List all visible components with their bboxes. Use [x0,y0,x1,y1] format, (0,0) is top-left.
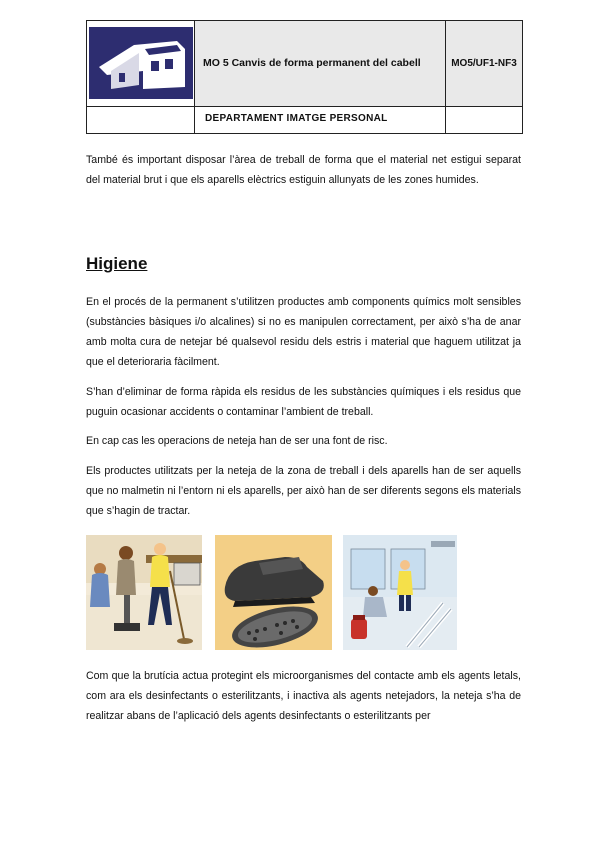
module-title: MO 5 Canvis de forma permanent del cabell [195,21,446,107]
logo-cell [87,21,195,107]
paragraph-2: S’han d’eliminar de forma ràpida els residus de les substàncies químiques i els residus que puguin ocasionar accidents o contaminar l’ambient de treball. [86,386,521,418]
header-table [86,20,523,134]
paragraph-1: En el procés de la permanent s’utilitzen productes amb components químics molt sensibles (substàncies bàsiques i/o alcalines) si no es manipulen correctament, per això s’ha de anar amb molta cura de netejar bé qualsevol residu dels estris i material que haguem utilitzat ja que el deterioraria fàcilment. [86,296,521,368]
department-label: DEPARTAMENT IMATGE PERSONAL [195,106,446,133]
intro-paragraph: També és important disposar l’àrea de treball de forma que el material net estigui separat del material brut i que els aparells elèctrics estiguin allunyats de les zones humides. [86,154,521,186]
empty-cell-left [87,106,195,133]
section-heading: Higiene [86,254,148,273]
safety-shoe-illustration [215,535,332,650]
floor-cleaning-illustration [343,535,457,650]
module-code: MO5/UF1-NF3 [446,21,523,107]
salon-cleaning-illustration [86,535,202,650]
logo-building-icon [89,27,193,99]
paragraph-3: En cap cas les operacions de neteja han de ser una font de risc. [86,435,388,447]
paragraph-4: Els productes utilitzats per la neteja de la zona de treball i dels aparells han de ser aquells que no malmetin ni l’entorn ni els aparells, per això han de ser diferents segons els materials que s’hagin de tractar. [86,465,521,517]
empty-cell-right [446,106,523,133]
paragraph-5: Com que la brutícia actua protegint els microorganismes del contacte amb els agents letals, com ara els desinfectants o esterilitzants, i inactiva als agents netejadors, la neteja s’ha de realitzar abans de l’aplicació dels agents desinfectants o esterilitzants per [86,670,521,722]
